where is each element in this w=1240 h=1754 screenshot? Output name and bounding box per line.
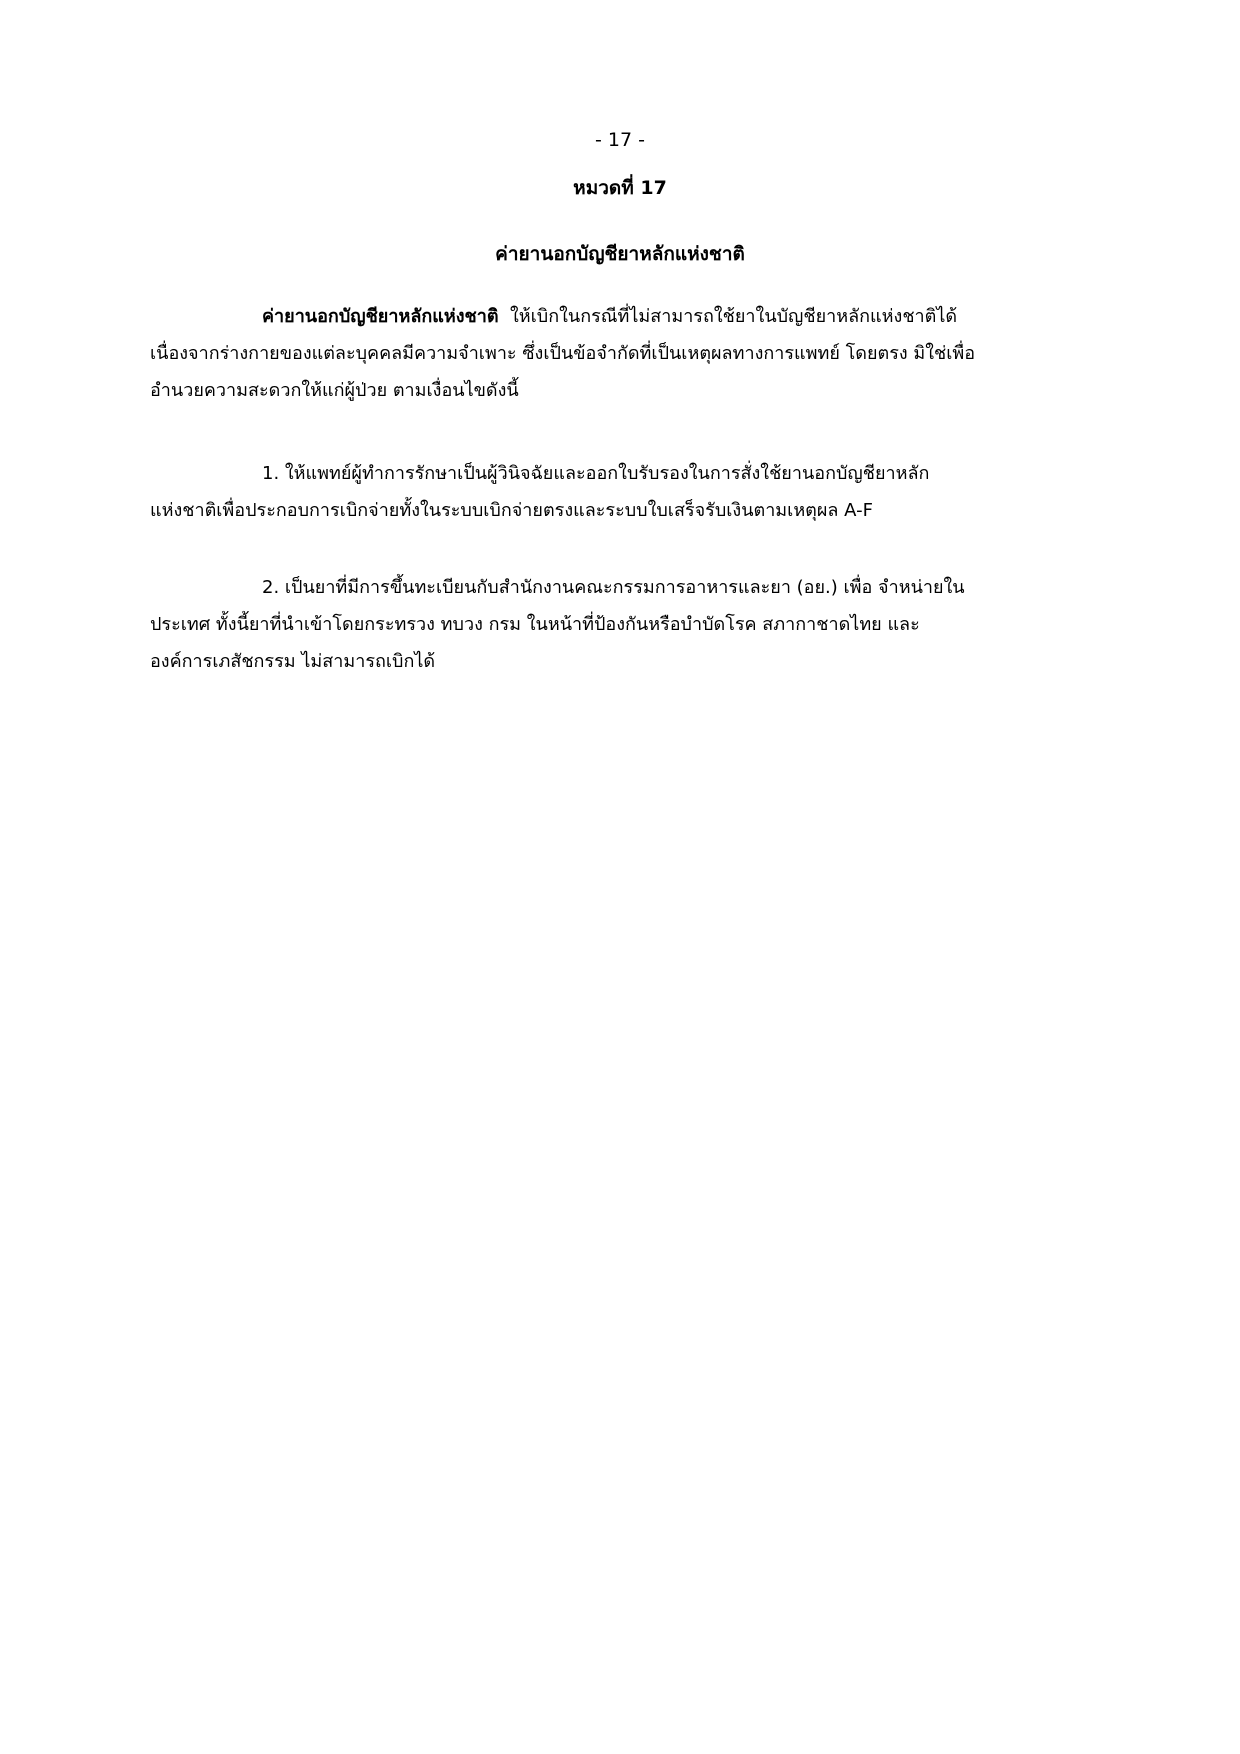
page-number: - 17 - (595, 129, 645, 151)
paragraph-item-1 (150, 455, 1090, 529)
section-title: ค่ายานอกบัญชียาหลักแห่งชาติ (495, 243, 745, 265)
item-2-line-3: องค์การเภสัชกรรม ไม่สามารถเบิกได้ (150, 651, 436, 672)
item-1-line-2: แห่งชาติเพื่อประกอบการเบิกจ่ายทั้งในระบบเบิกจ่ายตรงและระบบใบเสร็จรับเงินตามเหตุผล A-F (150, 500, 873, 521)
paragraph-intro (150, 298, 1090, 409)
item-2-line-2: ประเทศ ทั้งนี้ยาที่นำเข้าโดยกระทรวง ทบวง กรม ในหน้าที่ป้องกันหรือบำบัดโรค สภากาชาดไทย และ (150, 614, 920, 635)
intro-line-1-text: ให้เบิกในกรณีที่ไม่สามารถใช้ยาในบัญชียาหลักแห่งชาติได้ (509, 306, 958, 327)
item-1-line-1: 1. ให้แพทย์ผู้ทำการรักษาเป็นผู้วินิจฉัยและออกใบรับรองในการสั่งใช้ยานอกบัญชียาหลัก (262, 463, 930, 484)
paragraph-intro-line-2: เนื่องจากร่างกายของแต่ละบุคคลมีความจำเพาะ ซึ่งเป็นข้อจำกัดที่เป็นเหตุผลทางการแพทย์ โดยตรง มิใช่เพื่อ (150, 343, 976, 364)
paragraph-item-2 (150, 569, 1090, 680)
intro-lead-term: ค่ายานอกบัญชียาหลักแห่งชาติ (262, 306, 499, 327)
item-2-line-1: 2. เป็นยาที่มีการขึ้นทะเบียนกับสำนักงานคณะกรรมการอาหารและยา (อย.) เพื่อ จำหน่ายใน (262, 577, 965, 598)
chapter-title: หมวดที่ 17 (573, 177, 667, 199)
paragraph-intro-line-1 (150, 298, 1090, 335)
paragraph-intro-line-3: อำนวยความสะดวกให้แก่ผู้ป่วย ตามเงื่อนไขดังนี้ (150, 380, 519, 401)
